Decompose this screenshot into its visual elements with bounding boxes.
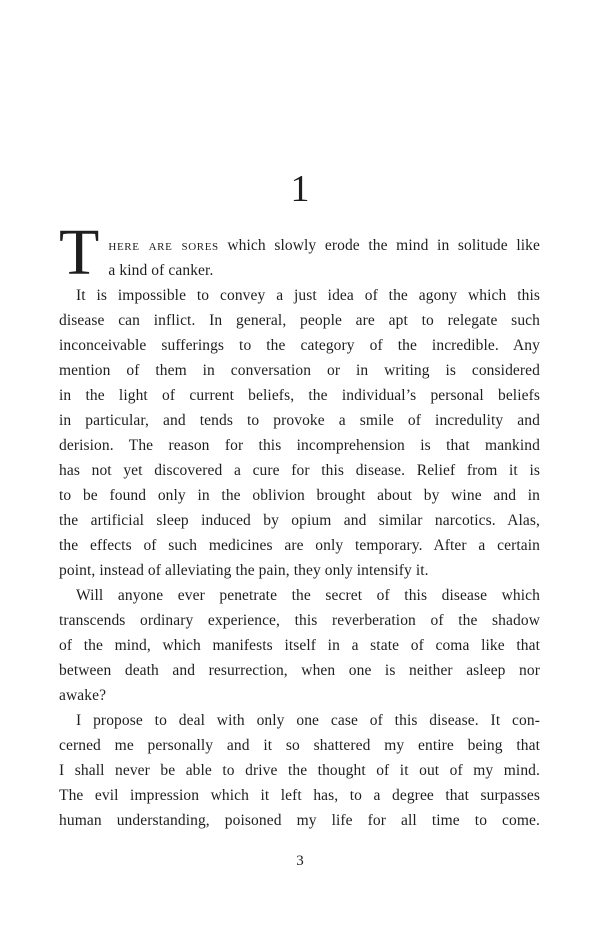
opening-line-rest: which slowly erode the mind in solitude like xyxy=(218,237,540,254)
opening-paragraph xyxy=(59,216,540,289)
text-line: Will anyone ever penetrate the secret of this disease which xyxy=(76,587,540,604)
text-line: to be found only in the oblivion brought about by wine and in xyxy=(59,487,540,504)
text-line: mention of them in conversation or in writing is considered xyxy=(59,362,540,379)
text-line: I shall never be able to drive the thought of it out of my mind. xyxy=(59,762,540,779)
text-line: human understanding, poisoned my life for all time to come. xyxy=(59,812,540,829)
text-line: disease can inflict. In general, people are apt to relegate such xyxy=(59,312,540,329)
text-line: inconceivable sufferings to the category of the incredible. Any xyxy=(59,337,540,354)
text-line: the artificial sleep induced by opium and similar narcotics. Alas, xyxy=(59,512,540,529)
paragraph xyxy=(59,283,540,583)
text-line: awake? xyxy=(59,687,107,704)
page-body xyxy=(59,216,540,833)
chapter-number: 1 xyxy=(290,168,310,210)
text-line: in particular, and tends to provoke a smile of incredulity and xyxy=(59,412,540,429)
text-line: point, instead of alleviating the pain, they only intensify it. xyxy=(59,562,429,579)
paragraph xyxy=(59,708,540,833)
text-line: the effects of such medicines are only temporary. After a certain xyxy=(59,537,540,554)
text-line: of the mind, which manifests itself in a state of coma like that xyxy=(59,637,540,654)
text-line: has not yet discovered a cure for this disease. Relief from it is xyxy=(59,462,540,479)
text-line: between death and resurrection, when one is neither asleep nor xyxy=(59,662,540,679)
text-line: The evil impression which it left has, to a degree that surpasses xyxy=(59,787,540,804)
drop-cap: T xyxy=(59,216,100,289)
text-line xyxy=(59,233,540,258)
text-line: derision. The reason for this incomprehension is that mankind xyxy=(59,437,540,454)
page-number: 3 xyxy=(296,853,304,869)
text-line: It is impossible to convey a just idea of the agony which this xyxy=(76,287,540,304)
text-line: in the light of current beliefs, the individual’s personal beliefs xyxy=(59,387,540,404)
text-line: cerned me personally and it so shattered my entire being that xyxy=(59,737,540,754)
body-paragraphs xyxy=(59,283,540,833)
small-caps-lead-in: here are sores xyxy=(108,237,219,254)
paragraph xyxy=(59,583,540,708)
text-line: transcends ordinary experience, this reverberation of the shadow xyxy=(59,612,540,629)
text-line: I propose to deal with only one case of this disease. It con- xyxy=(76,712,540,729)
text-line: a kind of canker. xyxy=(108,262,214,279)
